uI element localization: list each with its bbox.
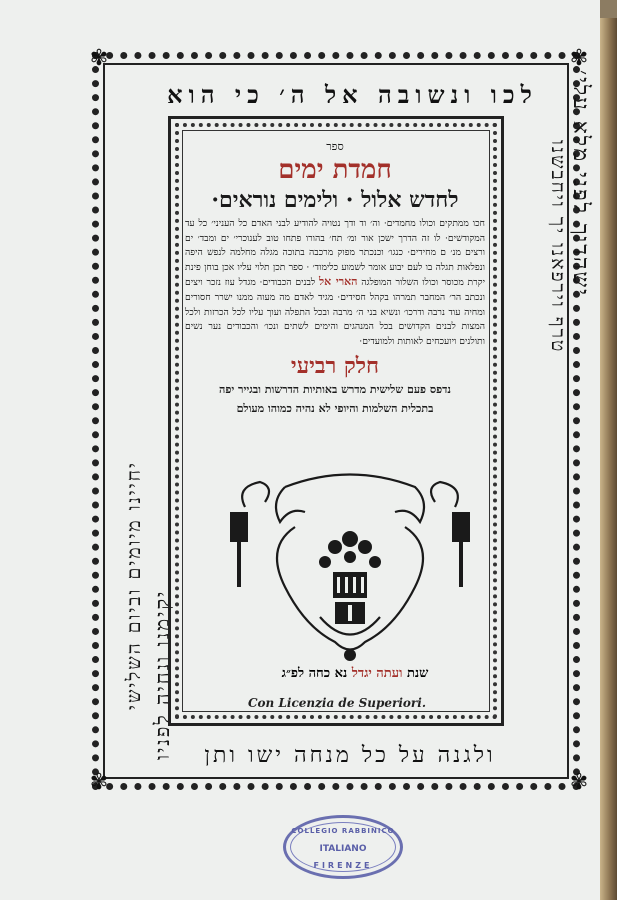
border-verse-left-inner: יקימנו ונחיה לפניו — [150, 589, 174, 760]
year-suffix: נא כחה לפ״ג — [281, 666, 348, 681]
description-text-2: לבנים הכבודים· מגדל עוז נזכר ויצים ונכתב הר׳ המחבר תמרהו בקהל חסידים· מגיד לאדם מה מעוה ממנו ישרר חסורים ומחיה עוד נרבה ודרכו׳ ונשיא בני ה׳ מרבה ובכל התפלה ועוך עליו לכל הכרזות ולכל המצות לבנים הקדושים בכל המנהגים והימים לשתים ונכו׳ והכבודים נער נשים ותולנים ויועכחים לאותות ולמועדים· — [185, 277, 485, 347]
corner-ornament-icon: ✾ — [89, 770, 109, 795]
corner-ornament-icon: ✾ — [569, 46, 589, 71]
author-name: הארי אל — [318, 275, 358, 289]
border-verse-right-inner: טרף וירפאנו יך ויחבשנו — [547, 140, 569, 354]
license-line: Con Licenzia de Superiori. — [247, 696, 426, 710]
edition-line-2: בתכלית השלמות והיופי לא נהיה כמוהו מעולם — [236, 402, 434, 416]
stamp-line-1: COLLEGIO RABBINICO — [291, 827, 395, 835]
part-label: חלק רביעי — [290, 353, 380, 380]
corner-ornament-icon: ✾ — [569, 770, 589, 795]
corner-ornament-icon: ✾ — [89, 46, 109, 71]
edition-line-1: נדפס פעם שלישית מדרש באותיות הדרשות ובגייר יפה — [219, 383, 451, 397]
library-stamp — [283, 815, 403, 879]
border-verse-bottom: ולגנה על כל מנחה ישו ותן — [204, 743, 496, 768]
sefer-label: ספר — [326, 140, 344, 153]
stamp-line-3: FIRENZE — [313, 861, 373, 870]
year-prefix: שנת — [406, 666, 429, 681]
publication-year — [260, 665, 450, 681]
border-verse-top: לכו ונשובה אל ה׳ כי הוא — [167, 80, 538, 109]
book-spine-edge — [600, 0, 617, 900]
description-paragraph — [185, 217, 485, 349]
book-title: חמדת ימים — [278, 155, 392, 185]
description-text-1: חכו ממתקים וכולו מחמדים· וה׳ וד ודך נטויה להודיע לבני האדם כל העניני׳ כל עד המקודשים· לו זה הדרך ישכן אור ומ׳ תח׳ בהורו פתחו טוב לענוכרי׳ ים ומבד׳ ים ורצים מנ׳ ם מחידים· כנגו׳ וכנכתר מפוק מרכבה בתוכה מגלה מחלמה לנפש היפה ונפלאות תגלה בו לעם יבוע אומר לשמוע כלימוד׳ · ספר תכן תלוי עליו אכן בוחן פינת יקרת מכוסר וכולו השלור המופלגה — [185, 218, 486, 289]
stamp-line-2: ITALIANO — [319, 844, 367, 854]
year-chronogram: ועתה יגדל — [351, 666, 403, 681]
border-verse-right: ישהדוך לפני מלא עלי׳ — [568, 70, 593, 297]
title-block — [185, 140, 485, 417]
book-subtitle: לחדש אלול · ולימים נוראים· — [211, 187, 459, 213]
printer-vignette-icon — [225, 467, 475, 667]
spine-tab — [600, 0, 617, 18]
border-verse-left: יחיינו מיומים וביום השלישי — [123, 461, 145, 710]
